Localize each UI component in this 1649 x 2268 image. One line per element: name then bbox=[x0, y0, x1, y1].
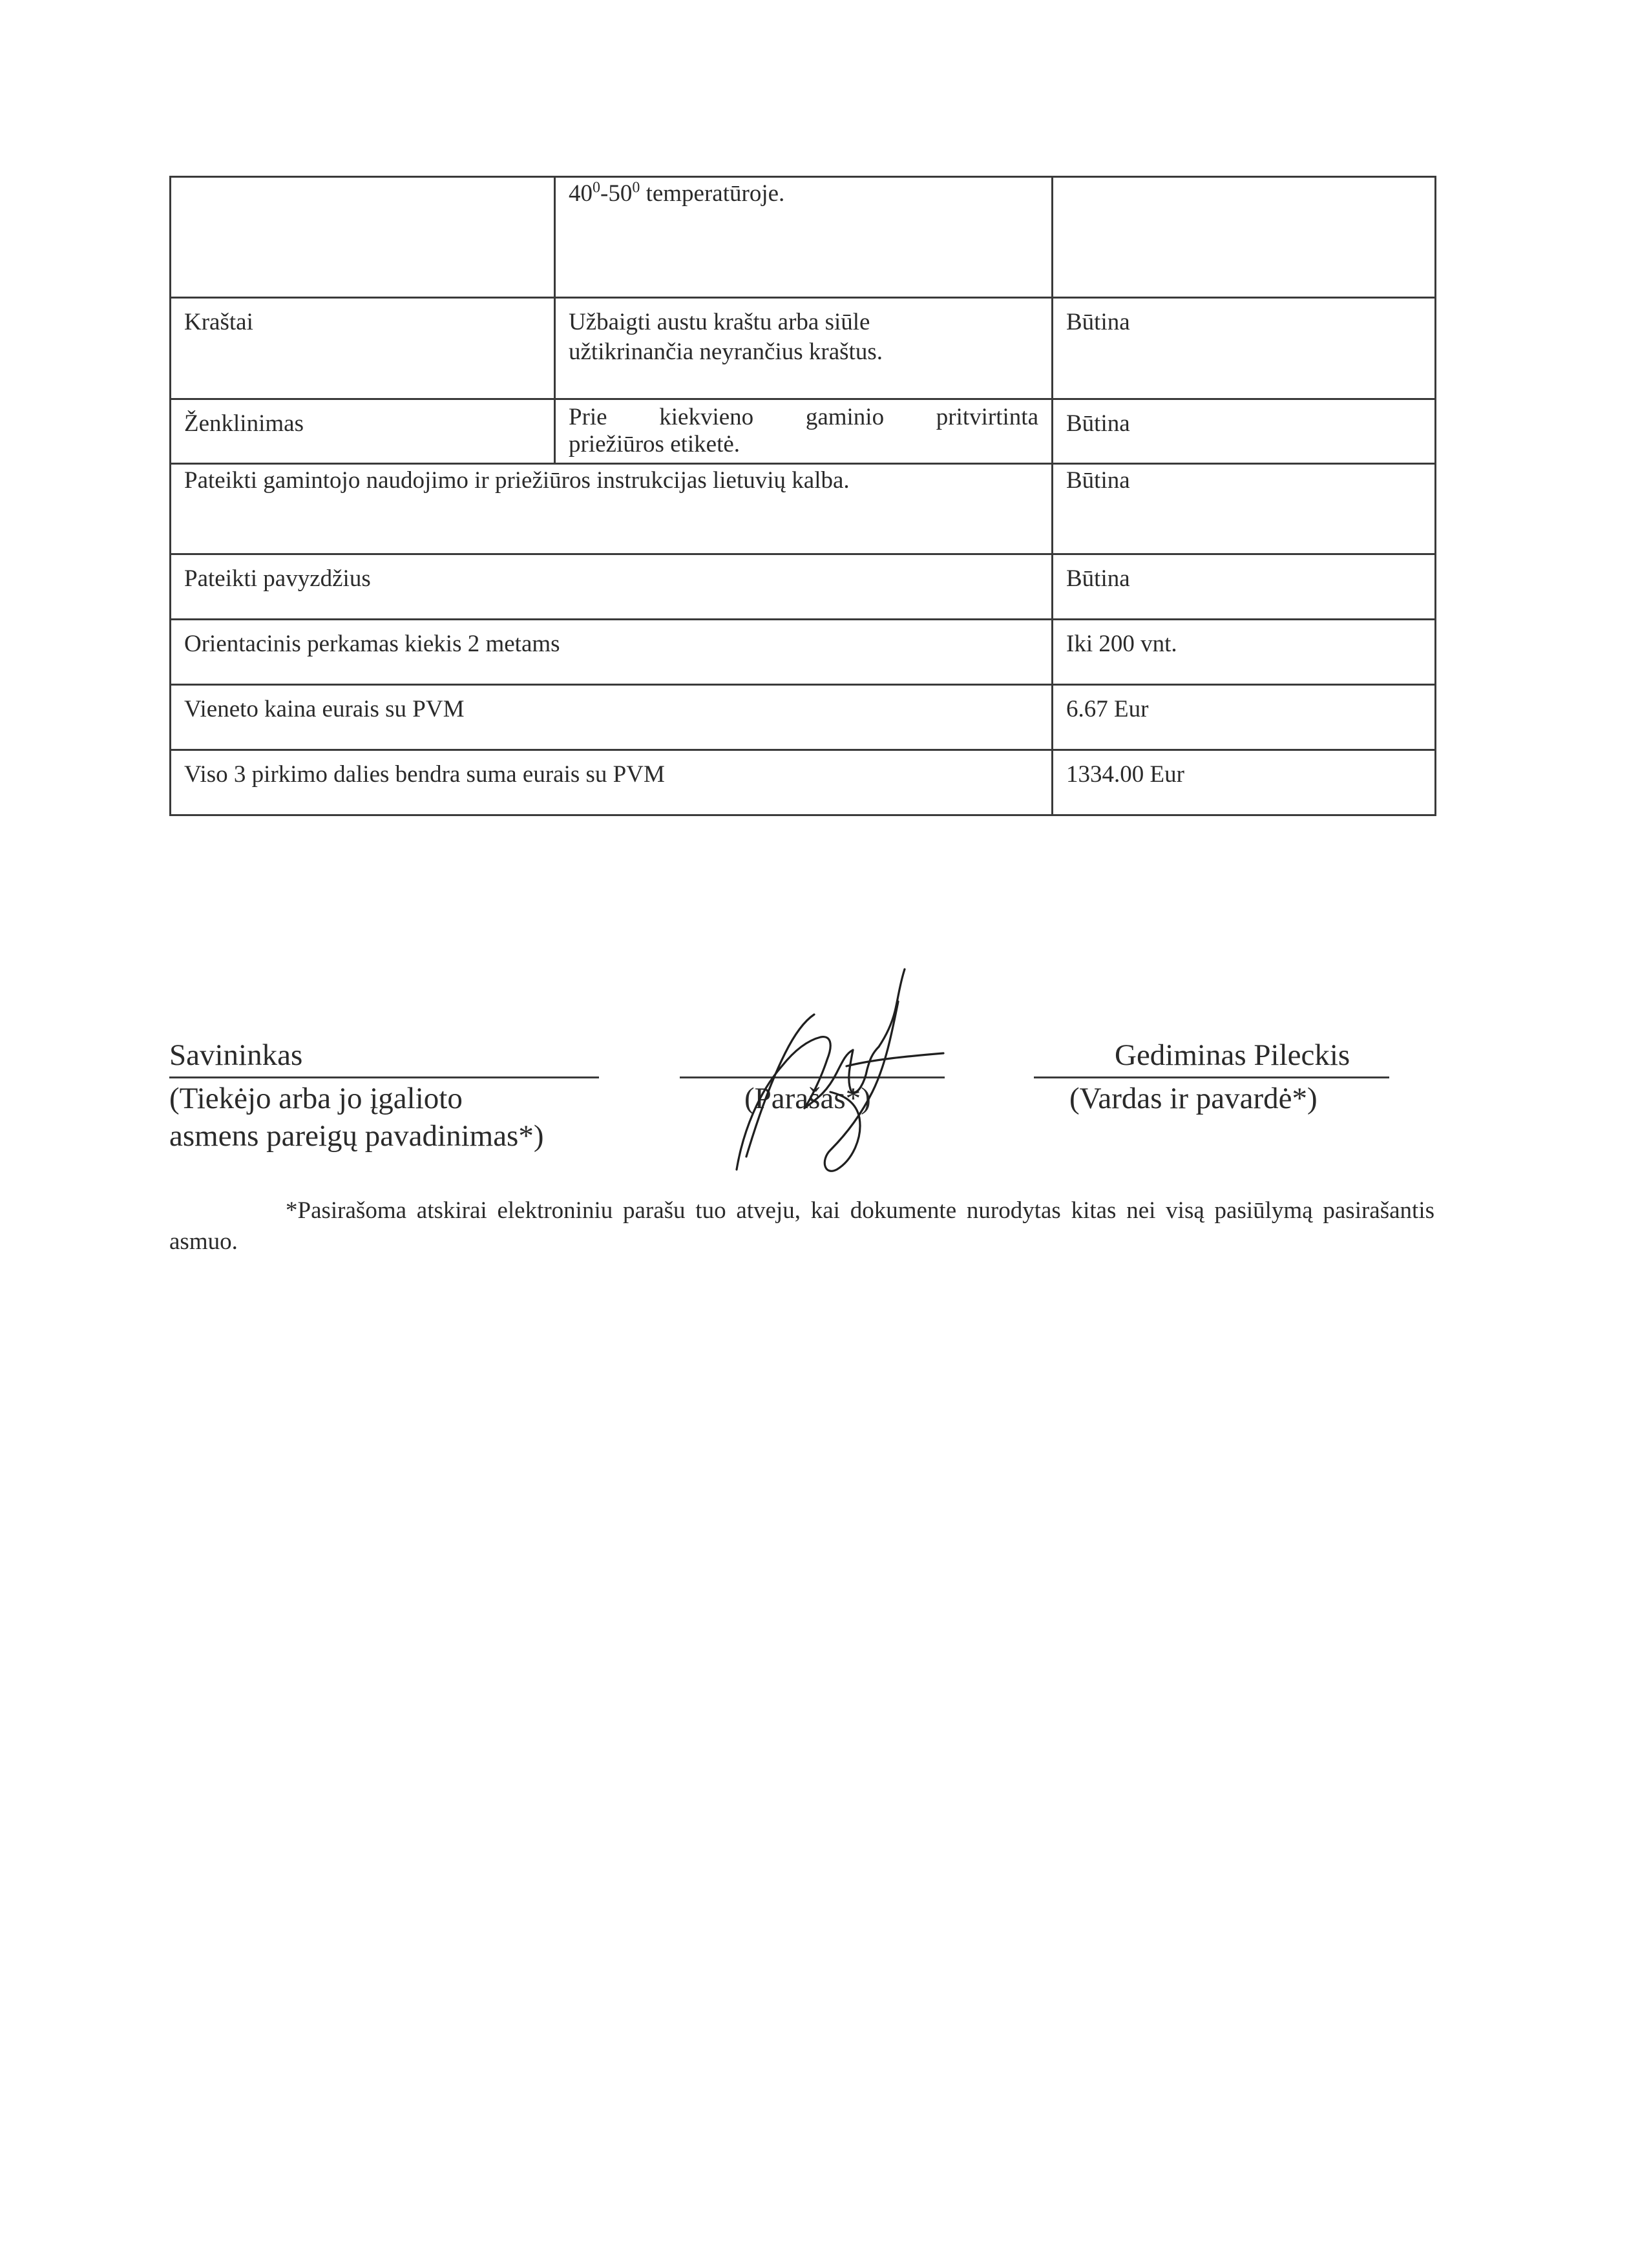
specification-table bbox=[169, 176, 1436, 816]
row-label: Orientacinis perkamas kiekis 2 metams bbox=[171, 620, 1053, 685]
table-row bbox=[171, 298, 1436, 399]
row-value: 6.67 Eur bbox=[1053, 685, 1436, 750]
row-value: 1334.00 Eur bbox=[1053, 750, 1436, 815]
row-value: Būtina bbox=[1053, 464, 1436, 554]
row-label: Pateikti gamintojo naudojimo ir priežiūros instrukcijas lietuvių kalba. bbox=[171, 464, 1053, 554]
table-cell bbox=[1053, 177, 1436, 298]
name-underline bbox=[1034, 1076, 1389, 1078]
row-label: Vieneto kaina eurais su PVM bbox=[171, 685, 1053, 750]
row-label: Pateikti pavyzdžius bbox=[171, 554, 1053, 620]
row-label: Kraštai bbox=[171, 298, 555, 399]
row-label: Viso 3 pirkimo dalies bendra suma eurais su PVM bbox=[171, 750, 1053, 815]
row-label: Ženklinimas bbox=[171, 399, 555, 464]
table-cell bbox=[171, 177, 555, 298]
footnote: *Pasirašoma atskirai elektroniniu parašu tuo atveju, kai dokumente nurodytas kitas nei visą pasiūlymą pasirašantis asmuo. bbox=[169, 1197, 1434, 1255]
handwritten-signature bbox=[698, 963, 976, 1182]
position-value: Savininkas bbox=[169, 1038, 303, 1072]
name-value: Gediminas Pileckis bbox=[1115, 1038, 1350, 1072]
table-row bbox=[171, 685, 1436, 750]
row-value: Būtina bbox=[1053, 399, 1436, 464]
temperature-value: $40^0-50^0$ temperatūroje. bbox=[569, 179, 785, 207]
row-description: Užbaigti austu kraštu arba siūle užtikrinančia neyrančius kraštus. bbox=[555, 298, 1053, 399]
signature-caption: (Parašas*) bbox=[744, 1082, 871, 1115]
table-row bbox=[171, 399, 1436, 464]
row-description: Prie kiekvieno gaminio pritvirtinta priežiūros etiketė. bbox=[555, 399, 1053, 464]
table-row bbox=[171, 464, 1436, 554]
table-row bbox=[171, 750, 1436, 815]
row-value: Būtina bbox=[1053, 298, 1436, 399]
row-value: Būtina bbox=[1053, 554, 1436, 620]
table-cell bbox=[555, 177, 1053, 298]
table-row bbox=[171, 620, 1436, 685]
table-row bbox=[171, 177, 1436, 298]
position-underline bbox=[169, 1076, 599, 1078]
position-caption-line1: (Tiekėjo arba jo įgalioto bbox=[169, 1082, 463, 1115]
row-value: Iki 200 vnt. bbox=[1053, 620, 1436, 685]
name-caption: (Vardas ir pavardė*) bbox=[1069, 1082, 1318, 1115]
table-row bbox=[171, 554, 1436, 620]
position-caption-line2: asmens pareigų pavadinimas*) bbox=[169, 1119, 544, 1153]
